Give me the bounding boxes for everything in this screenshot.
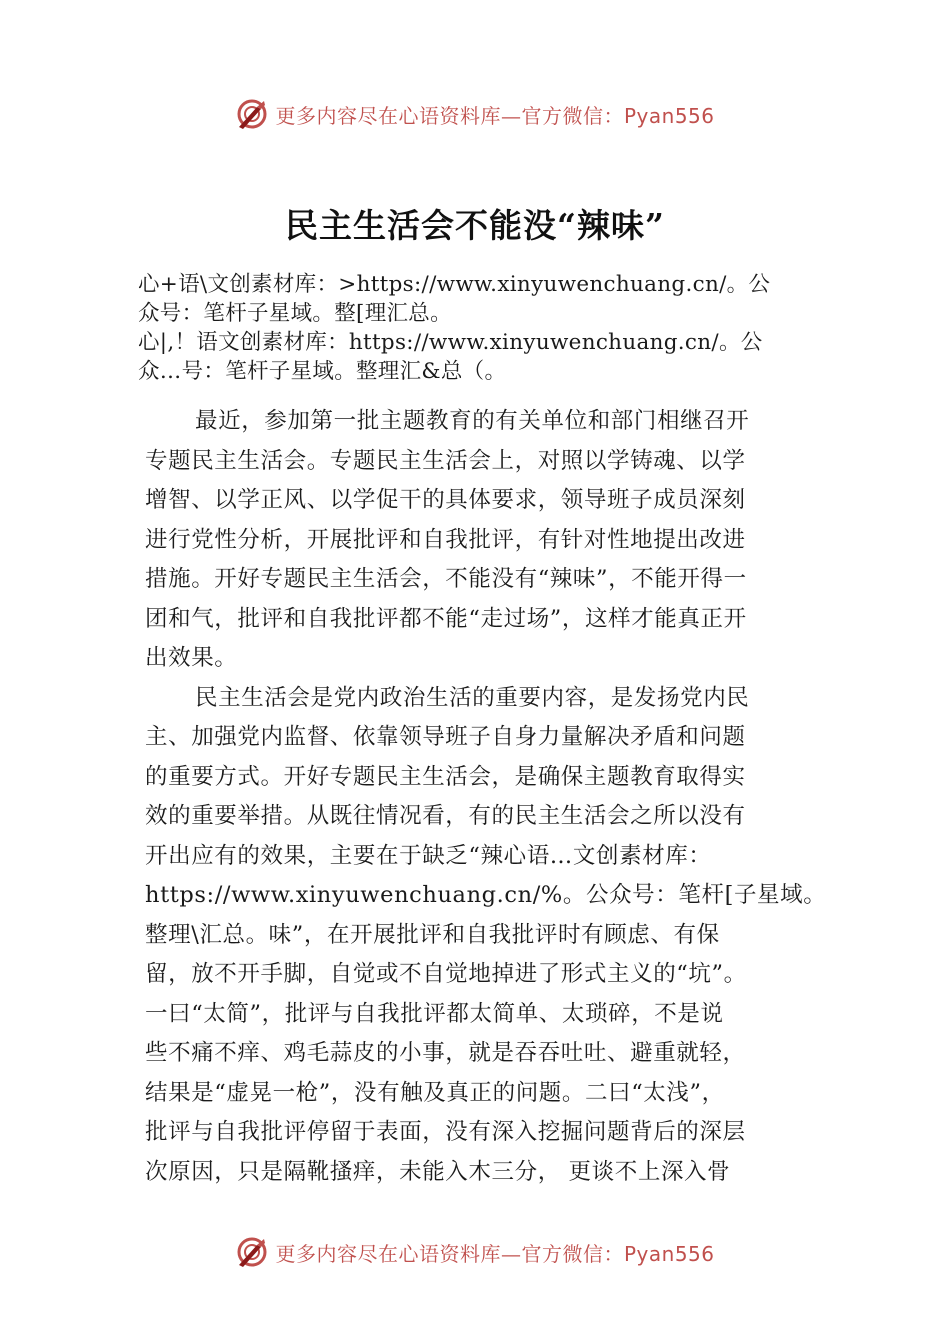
pen-logo-icon	[235, 97, 269, 131]
paragraph-1-line: 最近，参加第一批主题教育的有关单位和部门相继召开	[195, 408, 750, 434]
paragraph-1-line: 出效果。	[145, 645, 238, 671]
paragraph-2-line: 结果是“虚晃一枪”，没有触及真正的问题。二曰“太浅”，	[145, 1079, 725, 1106]
paragraph-1-line: 进行党性分析，开展批评和自我批评，有针对性地提出改进	[145, 526, 746, 553]
source-notice	[138, 270, 818, 386]
paragraph-2-line: 一曰“太简”，批评与自我批评都太简单、太琐碎，不是说	[145, 1000, 724, 1027]
paragraph-1-line: 措施。开好专题民主生活会，不能没有“辣味”，不能开得一	[145, 566, 747, 592]
header-watermark-banner	[0, 92, 950, 136]
source-line: 心+语\文创素材库：>https://www.xinyuwenchuang.cn/。公	[138, 272, 771, 297]
paragraph-2-line: 次原因，只是隔靴搔痒，未能入木三分， 更谈不上深入骨	[145, 1158, 731, 1185]
paragraph-2-line: 主、加强党内监督、依靠领导班子自身力量解决矛盾和问题	[145, 724, 746, 750]
pen-logo-icon	[235, 1235, 269, 1269]
paragraph-2-line: 效的重要举措。从既往情况看，有的民主生活会之所以没有	[145, 803, 746, 829]
source-line: 心|,！语文创素材库：https://www.xinyuwenchuang.cn/。公	[138, 330, 763, 355]
article-body	[145, 402, 827, 1192]
footer-watermark-banner	[0, 1230, 950, 1274]
paragraph-2-line: 留，放不开手脚，自觉或不自觉地掉进了形式主义的“坑”。	[145, 961, 747, 987]
source-line: 众号：笔杆子星域。整[理汇总。	[138, 301, 452, 326]
banner-text: 更多内容尽在心语资料库—官方微信：Pyan556	[275, 103, 715, 128]
article-title: 民主生活会不能没“辣味”	[285, 206, 665, 245]
paragraph-1-line: 团和气，批评和自我批评都不能“走过场”，这样才能真正开	[145, 605, 747, 632]
paragraph-2-line: 整理\汇总。味”，在开展批评和自我批评时有顾虑、有保	[145, 921, 720, 948]
wechat-id: Pyan556	[623, 1241, 715, 1266]
paragraph-1-line: 专题民主生活会。专题民主生活会上，对照以学铸魂、以学	[145, 447, 746, 474]
banner-text: 更多内容尽在心语资料库—官方微信：Pyan556	[275, 1241, 715, 1266]
paragraph-2-line: 民主生活会是党内政治生活的重要内容，是发扬党内民	[195, 684, 750, 711]
paragraph-1-line: 增智、以学正风、以学促干的具体要求，领导班子成员深刻	[145, 487, 746, 513]
paragraph-2-line: https://www.xinyuwenchuang.cn/%。公众号：笔杆[子星域。	[145, 882, 827, 908]
source-line: 众…号：笔杆子星域。整理汇&总（。	[138, 359, 507, 384]
wechat-id: Pyan556	[623, 103, 715, 128]
paragraph-2-line: 批评与自我批评停留于表面，没有深入挖掘问题背后的深层	[145, 1119, 746, 1145]
paragraph-2-line: 些不痛不痒、鸡毛蒜皮的小事，就是吞吞吐吐、避重就轻，	[145, 1040, 746, 1066]
paragraph-2-line: 的重要方式。开好专题民主生活会，是确保主题教育取得实	[145, 763, 746, 790]
paragraph-2-line: 开出应有的效果，主要在于缺乏“辣心语…文创素材库：	[145, 842, 712, 869]
